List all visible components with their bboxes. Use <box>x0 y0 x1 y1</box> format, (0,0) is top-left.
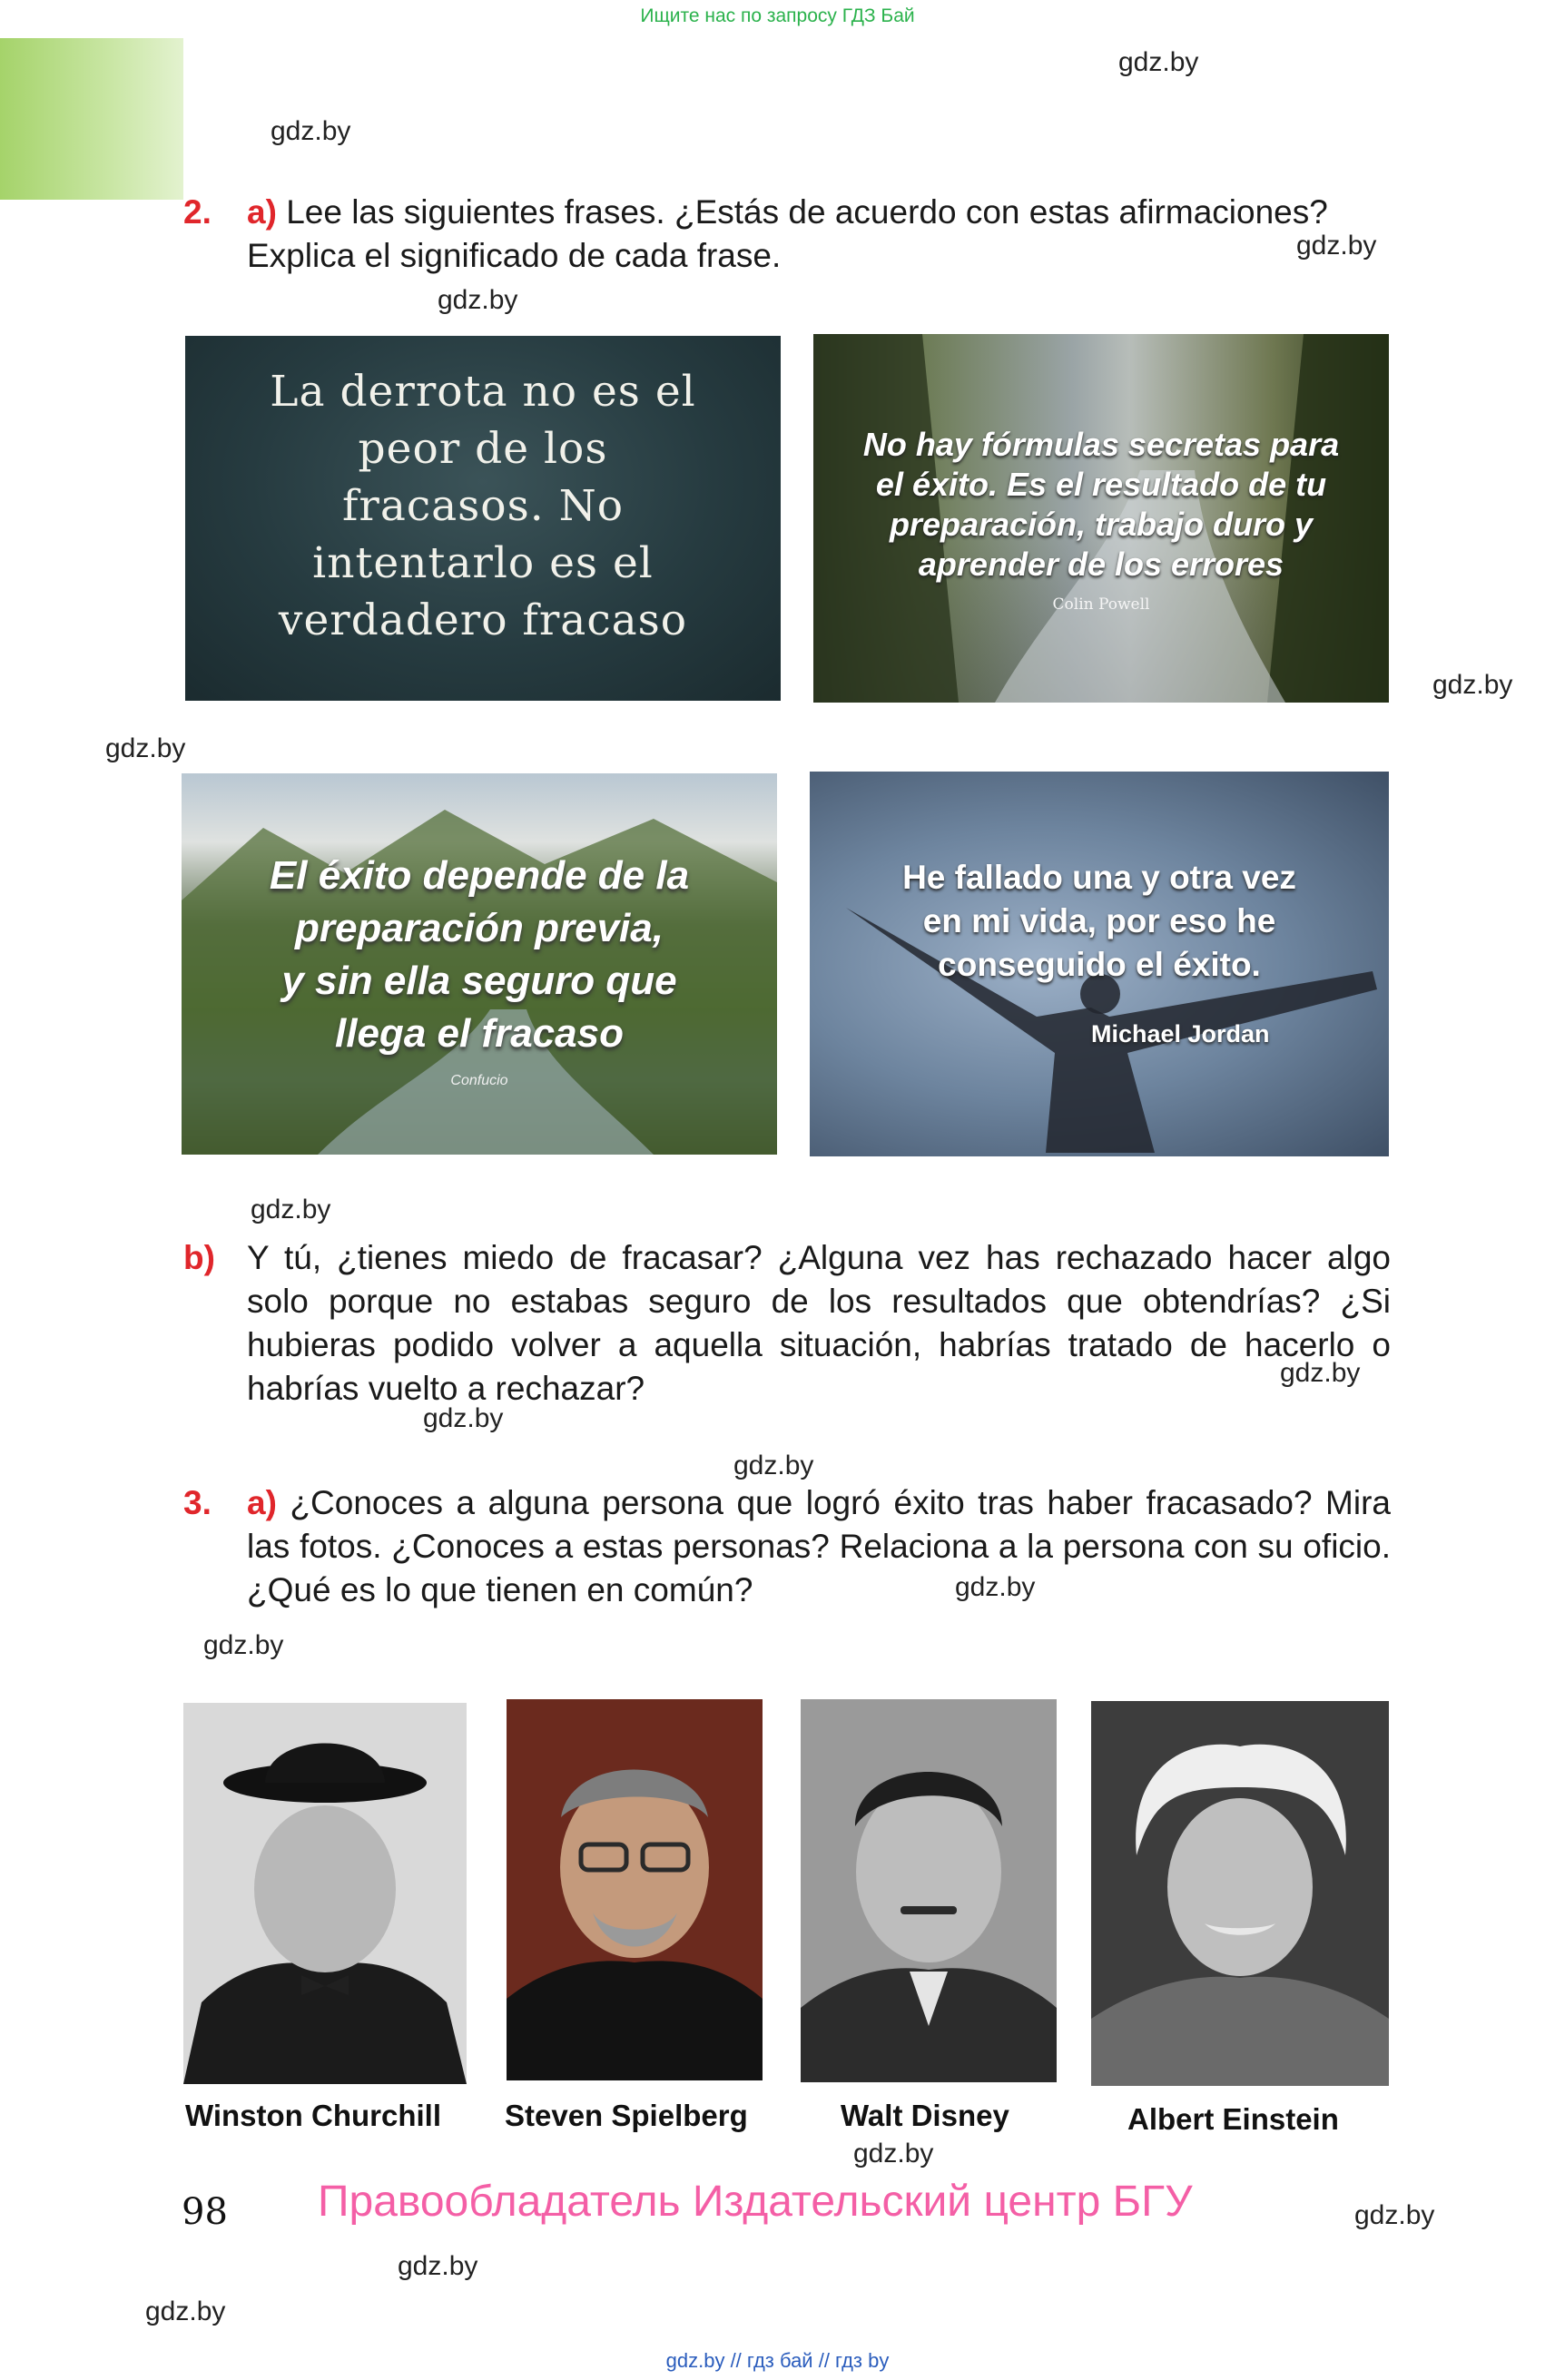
part-label: a) <box>247 193 277 231</box>
portrait-icon <box>1091 1701 1389 2086</box>
watermark: gdz.by <box>1280 1358 1361 1388</box>
search-banner: Ищите нас по запросу ГДЗ Бай <box>640 5 915 26</box>
quote-author: Confucio <box>450 1073 508 1088</box>
green-corner-decoration <box>0 38 183 200</box>
part-label: a) <box>247 1484 277 1521</box>
watermark: gdz.by <box>733 1451 814 1480</box>
task-2a <box>183 191 1391 278</box>
watermark: gdz.by <box>423 1403 504 1433</box>
task-2b <box>183 1236 1391 1411</box>
quote-image-jordan <box>810 772 1389 1156</box>
quote-author: Colin Powell <box>1052 595 1150 614</box>
watermark: gdz.by <box>145 2296 226 2326</box>
portrait-icon <box>507 1699 763 2080</box>
watermark: gdz.by <box>438 285 518 315</box>
watermark: gdz.by <box>1354 2200 1435 2230</box>
watermark: gdz.by <box>398 2251 478 2281</box>
watermark: gdz.by <box>203 1630 284 1660</box>
quote-text: He fallado una y otra vez en mi vida, por eso he conseguido el éxito. <box>902 859 1296 983</box>
task-text: ¿Conoces a alguna persona que logró éxito tras haber fracasado? Mira las fotos. ¿Conoces a estas personas? Relaciona a la persona con su oficio. ¿Qué es lo que tienen en común? <box>247 1484 1392 1608</box>
quote-author: Michael Jordan <box>1091 1020 1270 1047</box>
portrait-icon <box>801 1699 1057 2082</box>
footer-links: gdz.by // гдз бай // гдз by <box>665 2349 890 2372</box>
caption-einstein: Albert Einstein <box>1127 2102 1339 2136</box>
task-number: 3. <box>183 1484 212 1521</box>
task-3a <box>183 1481 1391 1612</box>
watermark: gdz.by <box>105 733 186 763</box>
watermark: gdz.by <box>251 1195 331 1224</box>
quote-image-exito <box>182 773 777 1155</box>
portrait-churchill <box>183 1703 467 2084</box>
quote-text: El éxito depende de la preparación previa, y sin ella seguro que llega el fracaso <box>269 853 690 1056</box>
quote-text: No hay fórmulas secretas para el éxito. Es el resultado de tu preparación, trabajo duro y aprender de los errores <box>862 426 1340 583</box>
task-text: Lee las siguientes frases. ¿Estás de acuerdo con estas afirmaciones? <box>286 193 1328 231</box>
watermark: gdz.by <box>1296 231 1377 261</box>
watermark: gdz.by <box>1432 670 1513 700</box>
task-text: Y tú, ¿tienes miedo de fracasar? ¿Alguna vez has rechazado hacer algo solo porque no estabas seguro de los resultados que obtendrías? ¿Si hubieras podido volver a aquella situación, habrías tratado de hacerlo o habrías vuelto a rechazar? <box>247 1239 1391 1407</box>
portrait-disney <box>801 1699 1057 2082</box>
caption-churchill: Winston Churchill <box>185 2099 442 2132</box>
quote-image-formulas <box>813 334 1389 703</box>
quote-image-derrota <box>185 336 781 701</box>
task-text: Explica el significado de cada frase. <box>247 237 782 274</box>
task-number: 2. <box>183 193 212 231</box>
copyright-notice: Правообладатель Издательский центр БГУ <box>318 2178 1193 2226</box>
part-label: b) <box>183 1239 215 1276</box>
portrait-spielberg <box>507 1699 763 2080</box>
caption-disney: Walt Disney <box>841 2099 1009 2132</box>
page-number: 98 <box>182 2191 228 2233</box>
watermark: gdz.by <box>853 2139 934 2169</box>
portrait-einstein <box>1091 1701 1389 2086</box>
caption-spielberg: Steven Spielberg <box>505 2099 748 2132</box>
portrait-icon <box>183 1703 467 2084</box>
quote-text: La derrota no es el peor de los fracasos. No intentarlo es el verdadero fracaso <box>270 367 696 645</box>
watermark: gdz.by <box>1118 47 1199 77</box>
watermark: gdz.by <box>271 116 351 146</box>
watermark: gdz.by <box>955 1572 1036 1602</box>
